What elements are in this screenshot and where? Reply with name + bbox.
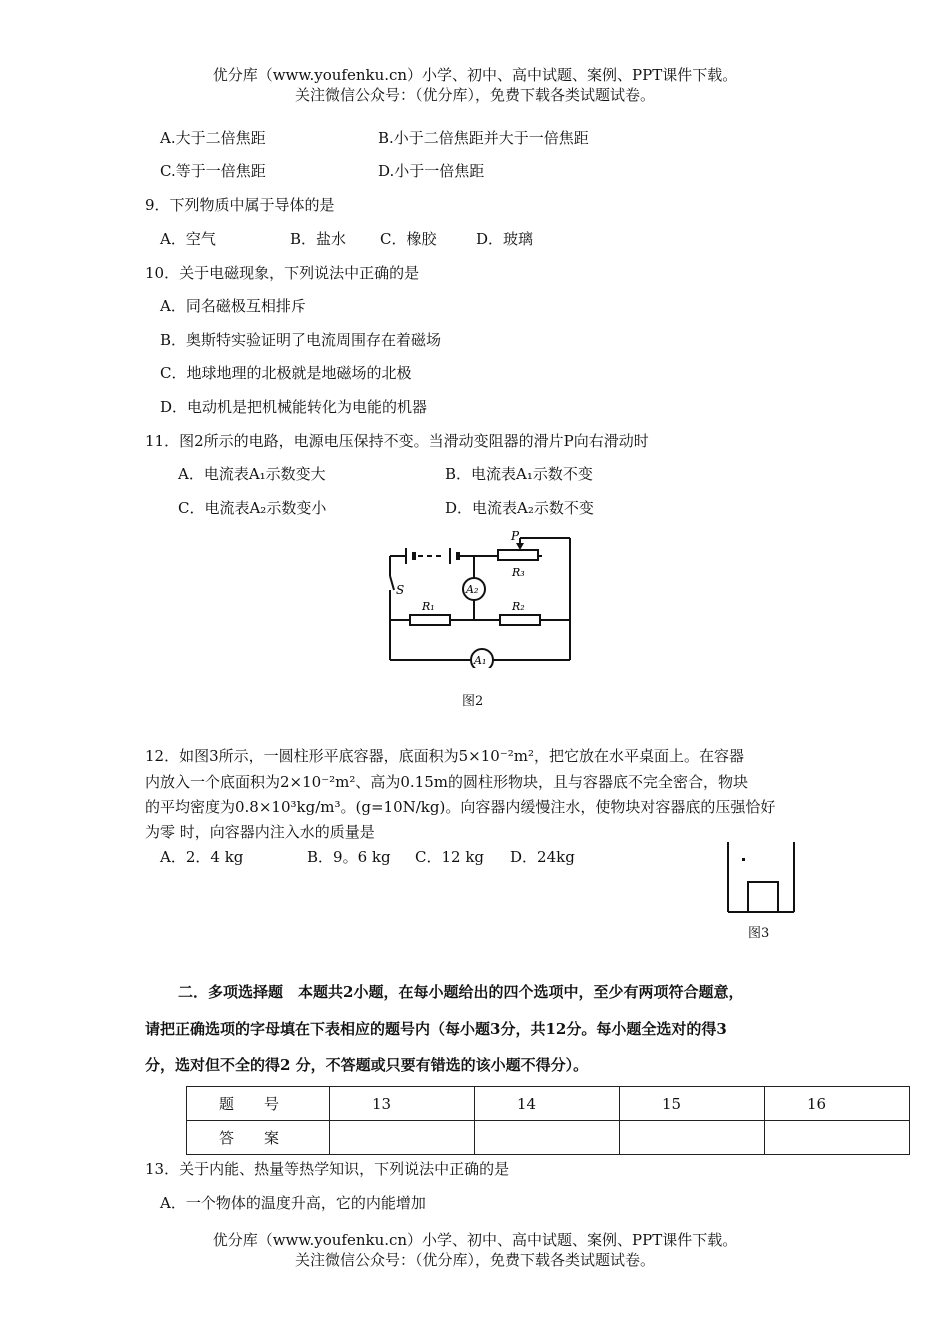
- section2-line-3: 分，选对但不全的得2 分，不答题或只要有错选的该小题不得分）。: [145, 1056, 589, 1074]
- footer-line-2: 关注微信公众号：（优分库），免费下载各类试题试卷。: [294, 1251, 655, 1269]
- q13-option-a: A．一个物体的温度升高，它的内能增加: [160, 1194, 426, 1212]
- q10-stem: 10．关于电磁现象，下列说法中正确的是: [145, 264, 420, 282]
- table-row: [187, 1121, 910, 1155]
- q10-option-a: A．同名磁极互相排斥: [160, 297, 306, 315]
- water-drop-icon: [742, 858, 745, 861]
- q11-option-d: D．电流表A₂示数不变: [445, 499, 594, 517]
- q12-option-c: C．12 kg: [415, 848, 485, 866]
- q8-option-c: C.等于一倍焦距: [160, 162, 266, 180]
- q9-stem: 9．下列物质中属于导体的是: [145, 196, 335, 214]
- q12-line-4: 为零 时，向容器内注入水的质量是: [145, 823, 375, 841]
- q11-option-a: A．电流表A₁示数变大: [178, 465, 326, 483]
- container-diagram: [722, 838, 802, 918]
- q10-option-c: C．地球地理的北极就是地磁场的北极: [160, 364, 412, 382]
- label-a1: A₁: [474, 654, 487, 667]
- question-number-16: 16: [765, 1087, 910, 1121]
- circuit-diagram: [380, 528, 580, 668]
- row-label-number: 题 号: [187, 1087, 330, 1121]
- q11-stem: 11．图2所示的电路，电源电压保持不变。当滑动变阻器的滑片P向右滑动时: [145, 432, 649, 450]
- q12-option-a: A．2．4 kg: [160, 848, 244, 866]
- figure-3-caption: 图3: [748, 926, 770, 941]
- q10-option-b: B．奥斯特实验证明了电流周围存在着磁场: [160, 331, 442, 349]
- question-number-14: 14: [475, 1087, 620, 1121]
- label-r2: R₂: [512, 600, 525, 613]
- table-row: [187, 1087, 910, 1121]
- q9-option-d: D．玻璃: [476, 230, 534, 248]
- header-line-1: 优分库（www.youfenku.cn）小学、初中、高中试题、案例、PPT课件下载。: [212, 66, 738, 84]
- q10-option-d: D．电动机是把机械能转化为电能的机器: [160, 398, 428, 416]
- q9-option-b: B．盐水: [290, 230, 347, 248]
- q8-option-a: A.大于二倍焦距: [160, 129, 266, 147]
- q12-line-3: 的平均密度为0.8×10³kg/m³。(g=10N/kg)。向容器内缓慢注水，使物块对容器底的压强恰好: [145, 798, 776, 816]
- label-r1: R₁: [422, 600, 435, 613]
- q12-line-1: 12．如图3所示，一圆柱形平底容器，底面积为5×10⁻²m²，把它放在水平桌面上。在容器: [145, 747, 745, 765]
- figure-2-caption: 图2: [462, 694, 484, 709]
- question-number-13: 13: [330, 1087, 475, 1121]
- row-label-answer: 答 案: [187, 1121, 330, 1155]
- q9-option-a: A．空气: [160, 230, 216, 248]
- q12-option-b: B．9。6 kg: [307, 848, 391, 866]
- q9-option-c: C．橡胶: [380, 230, 437, 248]
- q11-option-c: C．电流表A₂示数变小: [178, 499, 327, 517]
- answer-cell-15[interactable]: [620, 1121, 765, 1155]
- q8-option-b: B.小于二倍焦距并大于一倍焦距: [378, 129, 589, 147]
- label-a2: A₂: [466, 583, 479, 596]
- answer-cell-16[interactable]: [765, 1121, 910, 1155]
- q12-line-2: 内放入一个底面积为2×10⁻²m²、高为0.15m的圆柱形物块，且与容器底不完全密合，物块: [145, 773, 748, 791]
- q11-option-b: B．电流表A₁示数不变: [445, 465, 593, 483]
- q8-option-d: D.小于一倍焦距: [378, 162, 485, 180]
- answer-cell-13[interactable]: [330, 1121, 475, 1155]
- label-p: P: [511, 529, 520, 543]
- footer-line-1: 优分库（www.youfenku.cn）小学、初中、高中试题、案例、PPT课件下载。: [212, 1231, 738, 1249]
- q12-option-d: D．24kg: [510, 848, 575, 866]
- section2-line-1: 二．多项选择题 本题共2小题，在每小题给出的四个选项中，至少有两项符合题意，: [178, 983, 744, 1001]
- question-number-15: 15: [620, 1087, 765, 1121]
- slider-arrow-icon: [516, 543, 524, 550]
- q13-stem: 13．关于内能、热量等热学知识，下列说法中正确的是: [145, 1160, 510, 1178]
- answer-cell-14[interactable]: [475, 1121, 620, 1155]
- section2-line-2: 请把正确选项的字母填在下表相应的题号内（每小题3分，共12分。每小题全选对的得3: [145, 1020, 727, 1038]
- label-s: S: [396, 583, 405, 597]
- header-line-2: 关注微信公众号：（优分库），免费下载各类试题试卷。: [294, 86, 655, 104]
- answer-table: [186, 1086, 910, 1155]
- label-r3: R₃: [512, 566, 525, 579]
